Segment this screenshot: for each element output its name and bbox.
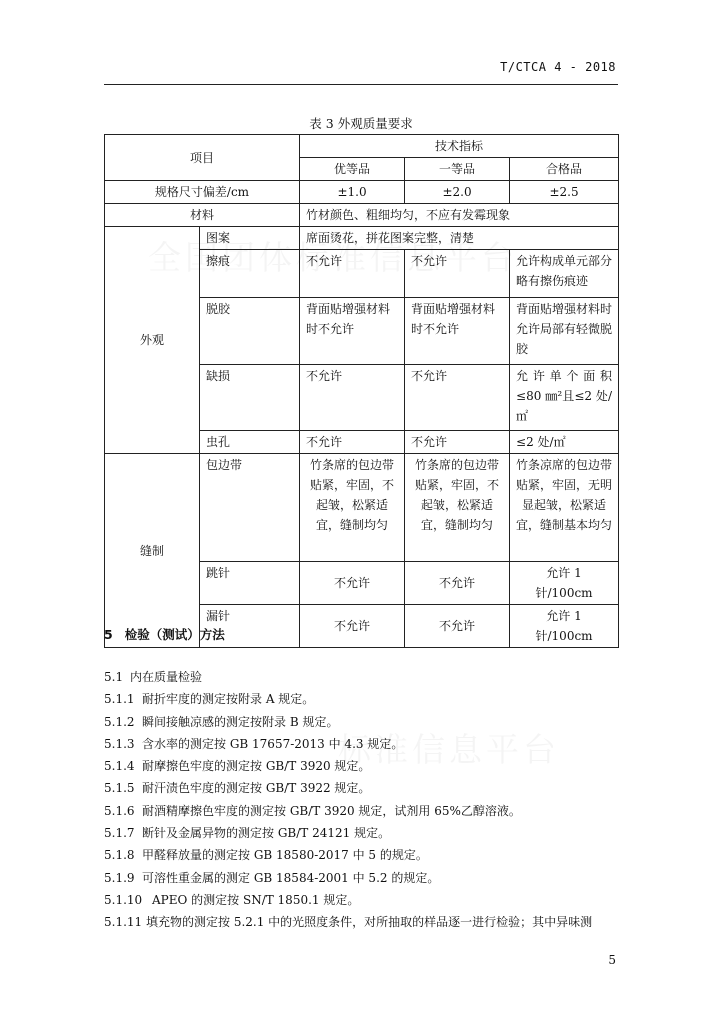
table-cell: 竹条凉席的包边带贴紧，牢固，无明显起皱，松紧适宜，缝制基本均匀 (510, 454, 619, 562)
section-heading (104, 625, 225, 643)
row-label: 包边带 (200, 454, 300, 562)
clause-text: 甲醛释放量的测定按 GB 18580-2017 中 5 的规定。 (142, 848, 428, 863)
clause-number: 5.1.5 (104, 781, 135, 796)
clause-line (104, 733, 618, 755)
row-label: 擦痕 (200, 250, 300, 298)
group-label: 缝制 (105, 454, 200, 648)
clause-text: 耐折牢度的测定按附录 A 规定。 (142, 692, 315, 707)
clause-text: 填充物的测定按 5.2.1 中的光照度条件，对所抽取的样品逐一进行检验；其中异味测 (146, 915, 593, 930)
page-number: 5 (608, 953, 616, 967)
clause-line (104, 889, 618, 911)
clause-list (104, 666, 618, 934)
row-label: 虫孔 (200, 431, 300, 454)
table-cell: 不允许 (300, 562, 405, 605)
clause-number: 5.1.7 (104, 826, 135, 841)
header-rule (104, 84, 618, 85)
table-row (105, 204, 619, 227)
clause-line (104, 911, 618, 933)
table-cell: 允许 1 针/100cm (510, 562, 619, 605)
clause-number: 5.1.2 (104, 714, 135, 729)
table-row (105, 181, 619, 204)
clause-number: 5.1.6 (104, 803, 135, 818)
clause-line (104, 844, 618, 866)
row-label: 跳针 (200, 562, 300, 605)
clause-line (104, 711, 618, 733)
table-cell: 不允许 (405, 562, 510, 605)
clause-text: APEO 的测定按 SN/T 1850.1 规定。 (152, 892, 360, 907)
table-cell: 背面贴增强材料时不允许 (300, 298, 405, 365)
clause-line (104, 867, 618, 889)
table-cell: 不允许 (405, 250, 510, 298)
clause-text: 耐汗渍色牢度的测定按 GB/T 3922 规定。 (142, 781, 371, 796)
table-cell: 竹条席的包边带贴紧，牢固，不起皱，松紧适宜，缝制均匀 (300, 454, 405, 562)
header-tech-index: 技术指标 (300, 135, 619, 158)
row-label: 脱胶 (200, 298, 300, 365)
table-cell: 不允许 (300, 605, 405, 648)
table-cell: 允许单个面积≤80 ㎜²且≤2 处/㎡ (510, 365, 619, 431)
group-label: 外观 (105, 227, 200, 454)
clause-text: 含水率的测定按 GB 17657-2013 中 4.3 规定。 (142, 736, 404, 751)
table-cell: 允许 1 针/100cm (510, 605, 619, 648)
clause-line (104, 777, 618, 799)
clause-number: 5.1 (104, 670, 124, 684)
header-grade-qualified: 合格品 (510, 158, 619, 181)
table-header-row (105, 135, 619, 158)
header-grade-superior: 优等品 (300, 158, 405, 181)
header-item: 项目 (105, 135, 300, 181)
row-label: 材料 (105, 204, 300, 227)
table-cell: 竹材颜色、粗细均匀，不应有发霉现象 (300, 204, 619, 227)
clause-number: 5.1.11 (104, 915, 143, 930)
table-cell: 不允许 (405, 365, 510, 431)
table-cell: ±2.5 (510, 181, 619, 204)
table-cell: ±1.0 (300, 181, 405, 204)
clause-number: 5.1.4 (104, 759, 135, 774)
row-label: 缺损 (200, 365, 300, 431)
clause-line (104, 688, 618, 710)
table-cell: ±2.0 (405, 181, 510, 204)
standard-code: T/CTCA 4 - 2018 (500, 60, 616, 74)
table-cell: 不允许 (300, 250, 405, 298)
table-cell: ≤2 处/㎡ (510, 431, 619, 454)
clause-line (104, 800, 618, 822)
clause-text: 耐摩擦色牢度的测定按 GB/T 3920 规定。 (142, 759, 371, 774)
clause-number: 5.1.3 (104, 736, 135, 751)
clause-number: 5.1.9 (104, 870, 135, 885)
appearance-quality-table (104, 134, 619, 648)
row-label: 规格尺寸偏差/cm (105, 181, 300, 204)
table-cell: 允许构成单元部分略有擦伤痕迹 (510, 250, 619, 298)
section-number: 5 (104, 627, 113, 642)
clause-text: 耐酒精摩擦色牢度的测定按 GB/T 3920 规定，试剂用 65%乙醇溶液。 (142, 803, 521, 818)
clause-text: 断针及金属异物的测定按 GB/T 24121 规定。 (142, 826, 391, 841)
table-cell: 背面贴增强材料时允许局部有轻微脱胶 (510, 298, 619, 365)
clause-text: 可溶性重金属的测定 GB 18584-2001 中 5.2 的规定。 (142, 870, 440, 885)
clause-line (104, 755, 618, 777)
row-label: 漏针 (200, 605, 300, 648)
section-title: 检验（测试）方法 (124, 627, 225, 642)
clause-line (104, 822, 618, 844)
clause-text: 内在质量检验 (130, 670, 203, 684)
table-cell: 不允许 (405, 605, 510, 648)
table-caption: 表 3 外观质量要求 (309, 116, 413, 131)
clause-text: 瞬间接触凉感的测定按附录 B 规定。 (142, 714, 339, 729)
table-cell: 不允许 (300, 431, 405, 454)
clause-number: 5.1.1 (104, 692, 135, 707)
table-row (105, 454, 619, 562)
table-cell: 不允许 (300, 365, 405, 431)
row-label: 图案 (200, 227, 300, 250)
table-row (105, 227, 619, 250)
table-cell: 席面烫花，拼花图案完整，清楚 (300, 227, 619, 250)
clause-number: 5.1.8 (104, 848, 135, 863)
table-cell: 背面贴增强材料时不允许 (405, 298, 510, 365)
clause-number: 5.1.10 (104, 892, 143, 907)
header-grade-first: 一等品 (405, 158, 510, 181)
clause-line (104, 666, 618, 688)
table-cell: 不允许 (405, 431, 510, 454)
table-cell: 竹条席的包边带贴紧，牢固，不起皱，松紧适宜，缝制均匀 (405, 454, 510, 562)
